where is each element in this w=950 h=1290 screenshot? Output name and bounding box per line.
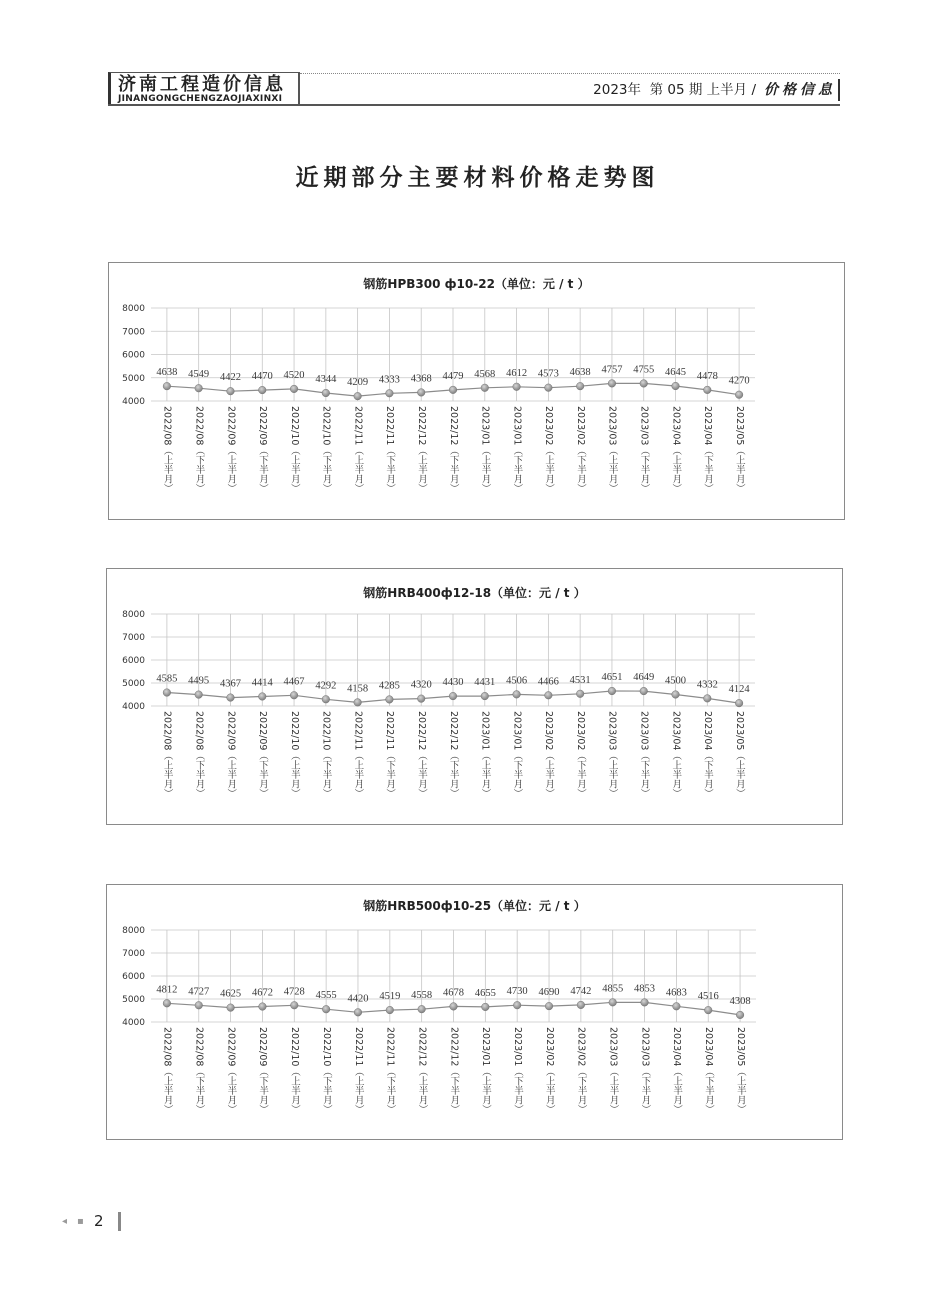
x-tick-label: 2023/04（下半月） [702,711,714,798]
data-label: 4292 [315,680,337,692]
data-point [450,1003,458,1011]
x-tick-label: 2023/04（下半月） [702,406,714,493]
data-point [322,1005,330,1013]
data-point [609,999,617,1007]
data-point [227,387,235,395]
x-tick-label: 2023/02（上半月） [543,406,555,493]
y-tick-label: 5000 [122,995,145,1006]
x-tick-label: 2023/05（上半月） [733,406,745,493]
data-label: 4516 [697,991,719,1003]
chart-hrb400 [106,568,843,825]
data-label: 4638 [569,367,591,379]
x-tick-label: 2022/08（上半月） [161,1027,173,1114]
data-label: 4690 [538,987,560,999]
x-tick-label: 2022/09（下半月） [257,1027,269,1114]
data-label: 4651 [601,672,623,684]
data-point [386,1006,394,1014]
data-point [418,1005,426,1013]
y-tick-label: 7000 [122,327,145,338]
data-label: 4730 [506,986,528,998]
square-bullet-icon: ▪ [77,1216,84,1227]
line-chart-plot [107,885,844,1141]
x-tick-label: 2023/02（下半月） [575,1027,587,1114]
data-label: 4420 [347,993,369,1005]
y-tick-label: 8000 [122,926,145,937]
data-point [354,699,362,707]
data-label: 4678 [443,987,464,999]
data-point [290,385,298,393]
x-tick-label: 2022/11（上半月） [352,406,364,493]
data-label: 4812 [156,984,178,996]
data-point [449,386,457,394]
data-point [545,1002,553,1010]
x-tick-label: 2023/03（下半月） [638,711,650,798]
data-label: 4649 [633,672,655,684]
data-point [195,691,203,699]
data-label: 4728 [283,986,305,998]
data-label: 4558 [411,990,433,1002]
data-point [704,695,712,703]
data-label: 4727 [188,986,210,998]
data-label: 4573 [537,368,559,380]
data-point [354,1009,362,1017]
y-tick-label: 4000 [122,397,145,408]
x-tick-label: 2022/12（上半月） [415,406,427,493]
data-label: 4500 [665,675,687,687]
data-point [258,693,266,701]
data-label: 4344 [315,374,337,386]
data-label: 4755 [633,364,655,376]
x-tick-label: 2023/05（上半月） [733,711,745,798]
chart-hpb300 [108,262,845,520]
data-label: 4332 [696,679,718,691]
data-point [576,690,584,698]
data-label: 4470 [251,371,273,383]
data-point [354,392,362,400]
x-tick-label: 2023/01（下半月） [511,406,523,493]
publication-logo-block [108,72,300,105]
chart-title: 钢筋HPB300 ф10-22（单位：元 / t ） [363,277,590,291]
data-point [608,380,616,388]
x-tick-label: 2023/01（上半月） [480,1027,492,1114]
data-label: 4209 [347,377,369,389]
x-tick-label: 2022/11（上半月） [352,1027,364,1114]
y-tick-label: 7000 [122,949,145,960]
x-tick-label: 2022/10（下半月） [320,1027,332,1114]
masthead-end-bar [838,79,840,101]
y-tick-label: 5000 [122,373,145,384]
data-label: 4367 [219,678,241,690]
data-label: 4520 [283,369,305,381]
x-tick-label: 2023/04（下半月） [702,1027,714,1114]
data-label: 4683 [665,987,687,999]
data-point [704,1006,712,1014]
x-tick-label: 2022/11（下半月） [384,711,396,798]
data-label: 4320 [410,679,432,691]
x-tick-label: 2023/03（上半月） [606,711,618,798]
data-label: 4308 [729,995,751,1007]
data-point [322,389,330,397]
x-tick-label: 2023/03（下半月） [638,406,650,493]
x-tick-label: 2023/02（下半月） [574,711,586,798]
data-point [163,689,171,697]
masthead-rule [108,104,840,106]
data-label: 4414 [251,677,273,689]
x-tick-label: 2022/08（下半月） [193,1027,205,1114]
data-label: 4645 [665,367,687,379]
x-tick-label: 2022/10（上半月） [288,406,300,493]
data-point [290,691,298,699]
data-point [735,391,743,399]
data-point [227,694,235,702]
footer-divider [118,1212,121,1231]
x-tick-label: 2022/12（上半月） [415,711,427,798]
chart-title: 钢筋HRB500ф10-25（单位：元 / t ） [363,899,586,913]
x-tick-label: 2022/09（下半月） [257,406,269,493]
data-point [704,386,712,394]
section-label: 价格信息 [764,82,836,98]
data-point [640,687,648,695]
data-point [322,695,330,703]
data-label: 4479 [442,370,464,382]
data-label: 4625 [220,988,242,1000]
x-tick-label: 2022/11（下半月） [384,1027,396,1114]
data-point [513,1001,521,1009]
x-tick-label: 2023/04（上半月） [670,406,682,493]
data-point [417,695,425,703]
data-label: 4368 [410,373,432,385]
data-label: 4568 [474,368,496,380]
x-tick-label: 2022/12（下半月） [447,711,459,798]
x-tick-label: 2022/10（下半月） [320,406,332,493]
data-point [672,382,680,390]
data-label: 4531 [569,674,591,686]
data-label: 4124 [728,684,750,696]
y-tick-label: 6000 [122,350,145,361]
x-tick-label: 2022/12（下半月） [447,406,459,493]
x-tick-label: 2023/04（上半月） [671,1027,683,1114]
data-point [641,999,649,1007]
data-point [163,382,171,390]
data-label: 4422 [219,372,241,384]
x-tick-label: 2022/11（上半月） [352,711,364,798]
left-triangle-icon: ◂ [62,1216,68,1227]
x-tick-label: 2023/01（上半月） [479,711,491,798]
x-tick-label: 2022/10（上半月） [289,1027,301,1114]
x-tick-label: 2022/12（上半月） [416,1027,428,1114]
x-tick-label: 2023/01（上半月） [479,406,491,493]
x-tick-label: 2023/02（上半月） [543,1027,555,1114]
data-point [673,1002,681,1010]
data-label: 4612 [506,367,528,379]
x-tick-label: 2022/09（上半月） [225,1027,237,1114]
y-tick-label: 4000 [122,1018,145,1029]
data-label: 4757 [601,364,623,376]
data-label: 4638 [156,367,178,379]
data-point [545,691,553,699]
data-point [449,692,457,700]
data-label: 4495 [188,675,210,687]
data-point [481,384,489,392]
issue-label: 2023年 第 05 期 上半月 / [593,82,756,98]
x-tick-label: 2022/08（上半月） [161,711,173,798]
x-tick-label: 2022/08（下半月） [193,711,205,798]
page-title: 近期部分主要材料价格走势图 [295,165,660,191]
y-tick-label: 5000 [122,679,145,690]
y-tick-label: 4000 [122,702,145,713]
x-tick-label: 2023/03（下半月） [639,1027,651,1114]
data-point [672,691,680,699]
data-label: 4519 [379,991,401,1003]
x-tick-label: 2022/12（下半月） [448,1027,460,1114]
x-tick-label: 2023/01（下半月） [511,1027,523,1114]
data-point [608,687,616,695]
x-tick-label: 2022/10（上半月） [288,711,300,798]
data-point [290,1001,298,1009]
x-tick-label: 2022/08（上半月） [161,406,173,493]
data-point [735,699,743,707]
x-tick-label: 2023/03（上半月） [606,406,618,493]
data-point [736,1011,744,1019]
publication-title: 济南工程造价信息 [118,74,286,95]
data-label: 4555 [315,990,337,1002]
data-point [227,1004,235,1012]
masthead-dotted-rule [300,73,840,74]
data-point [258,386,266,394]
data-point [545,384,553,392]
data-label: 4506 [506,675,528,687]
data-label: 4430 [442,677,464,689]
data-label: 4333 [378,374,400,386]
chart-title: 钢筋HRB400ф12-18（单位：元 / t ） [363,586,586,600]
data-label: 4742 [570,985,592,997]
data-label: 4655 [474,987,496,999]
data-point [417,389,425,397]
data-label: 4285 [378,680,400,692]
x-tick-label: 2023/04（上半月） [670,711,682,798]
x-tick-label: 2023/02（上半月） [543,711,555,798]
data-point [195,1001,203,1009]
x-tick-label: 2023/02（下半月） [574,406,586,493]
x-tick-label: 2022/11（下半月） [384,406,396,493]
x-tick-label: 2023/01（下半月） [511,711,523,798]
y-tick-label: 7000 [122,633,145,644]
page-number: 2 [94,1212,104,1230]
data-point [576,382,584,390]
x-tick-label: 2022/09（上半月） [225,711,237,798]
data-label: 4467 [283,676,305,688]
data-point [640,380,648,388]
data-label: 4431 [474,677,496,689]
data-label: 4466 [537,676,559,688]
chart-hrb500 [106,884,843,1140]
data-point [513,383,521,391]
data-label: 4158 [347,683,369,695]
data-point [513,691,521,699]
data-point [386,696,394,704]
x-tick-label: 2022/08（下半月） [193,406,205,493]
y-tick-label: 6000 [122,972,145,983]
x-tick-label: 2022/09（下半月） [257,711,269,798]
data-label: 4855 [602,983,624,995]
data-label: 4853 [634,983,656,995]
data-point [195,384,203,392]
x-tick-label: 2022/09（上半月） [225,406,237,493]
data-label: 4270 [728,375,750,387]
data-point [259,1003,267,1011]
issue-info [593,81,836,98]
x-tick-label: 2023/03（上半月） [607,1027,619,1114]
y-tick-label: 6000 [122,656,145,667]
data-point [481,692,489,700]
data-point [386,389,394,397]
data-label: 4585 [156,673,178,685]
x-tick-label: 2022/10（下半月） [320,711,332,798]
data-label: 4549 [188,369,210,381]
publication-pinyin: JINANGONGCHENGZAOJIAXINXI [118,94,283,104]
data-label: 4672 [251,987,273,999]
data-point [163,1000,171,1008]
data-point [577,1001,585,1009]
data-label: 4478 [696,370,718,382]
x-tick-label: 2023/05（上半月） [734,1027,746,1114]
y-tick-label: 8000 [122,610,145,621]
data-point [482,1003,490,1011]
y-tick-label: 8000 [122,304,145,315]
